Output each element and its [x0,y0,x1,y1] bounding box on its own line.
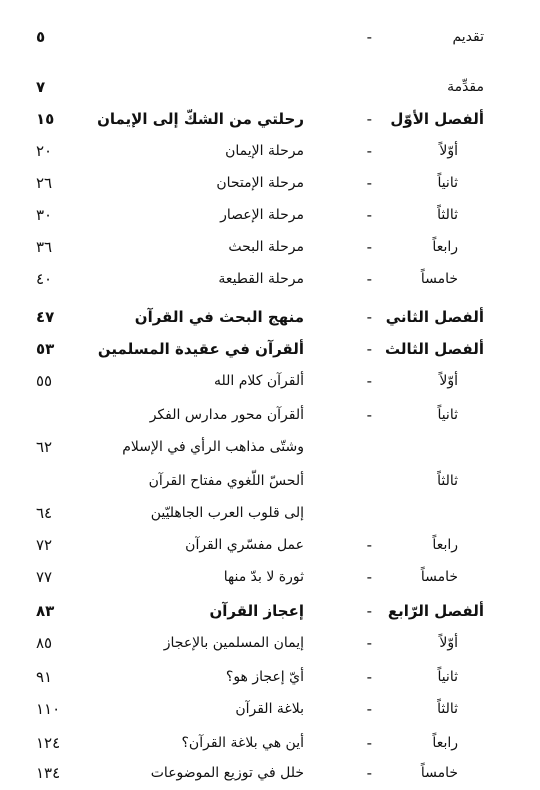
toc-label: رابعاً [432,537,458,553]
toc-dash: - [366,634,372,652]
toc-title: رحلتي من الشكّ إلى الإيمان [97,110,304,128]
toc-title-continued: وشتّى مذاهب الرأي في الإسلام [122,439,304,455]
toc-dash: - [366,406,372,424]
toc-page-number: ٧٧ [36,568,53,586]
toc-label: ثانياً [437,407,458,423]
toc-label: رابعاً [432,735,458,751]
toc-dash: - [366,174,372,192]
toc-dash: - [366,764,372,782]
toc-label: ألفصل الرّابع [387,602,484,620]
toc-label: تقديم [452,29,484,45]
toc-label: ثانياً [437,175,458,191]
toc-dash: - [366,568,372,586]
toc-page-number: ٣٠ [36,206,53,224]
toc-label: ثالثاً [437,473,458,489]
toc-row [0,400,540,430]
toc-page-number: ١١٠ [36,700,61,718]
toc-page-number: ٧ [36,78,46,96]
toc-title: ثورة لا بدّ منها [223,569,304,585]
toc-title: مرحلة الإعصار [220,207,304,223]
toc-row [0,104,540,134]
toc-dash: - [366,700,372,718]
toc-dash: - [366,28,372,46]
toc-row [0,168,540,198]
toc-row [0,562,540,592]
toc-row [0,200,540,230]
toc-row [0,662,540,692]
toc-page-number: ٨٣ [36,602,55,620]
toc-row [0,72,540,102]
toc-dash: - [366,734,372,752]
toc-row [0,498,540,528]
toc-dash: - [366,536,372,554]
toc-dash: - [366,372,372,390]
toc-row [0,334,540,364]
toc-label: ثانياً [437,669,458,685]
toc-title: خلل في توزيع الموضوعات [150,765,304,781]
toc-row [0,530,540,560]
toc-page-number: ٢٦ [36,174,53,192]
toc-label: خامساً [420,271,458,287]
toc-row [0,758,540,788]
toc-title: عمل مفسّري القرآن [185,537,304,553]
toc-label: ألفصل الأوّل [390,110,484,128]
toc-row [0,466,540,496]
toc-title: ألقرآن محور مدارس الفكر [149,407,304,423]
toc-page-number: ١٣٤ [36,764,61,782]
toc-row [0,728,540,758]
toc-title: مرحلة الإمتحان [216,175,304,191]
toc-page-number: ٥٥ [36,372,53,390]
toc-title: مرحلة البحث [228,239,304,255]
toc-row [0,136,540,166]
toc-page-number: ١٢٤ [36,734,61,752]
toc-row [0,432,540,462]
toc-dash: - [366,602,372,620]
toc-dash: - [366,668,372,686]
toc-title: مرحلة القطيعة [218,271,304,287]
toc-row [0,596,540,626]
toc-label: ألفصل الثاني [385,308,484,326]
toc-page-number: ٢٠ [36,142,53,160]
toc-title: إعجاز القرآن [209,602,304,620]
toc-row [0,22,540,52]
toc-page-number: ٩١ [36,668,53,686]
toc-row [0,264,540,294]
toc-title: ألقرآن كلام الله [213,373,304,389]
toc-row [0,366,540,396]
toc-page-number: ٥٣ [36,340,55,358]
toc-page-number: ٨٥ [36,634,53,652]
toc-label: خامساً [420,765,458,781]
toc-label: ثالثاً [437,207,458,223]
toc-title: ألحسّ اللّغوي مفتاح القرآن [148,473,304,489]
toc-label: رابعاً [432,239,458,255]
toc-title: مرحلة الإيمان [225,143,304,159]
toc-title: إيمان المسلمين بالإعجاز [163,635,304,651]
toc-label: أوّلاً [439,635,458,651]
toc-page-number: ٧٢ [36,536,53,554]
toc-label: خامساً [420,569,458,585]
toc-page-number: ١٥ [36,110,55,128]
toc-dash: - [366,238,372,256]
toc-label: أوّلاً [439,373,458,389]
toc-page-number: ٦٤ [36,504,53,522]
toc-title: بلاغة القرآن [235,701,304,717]
toc-title-continued: إلى قلوب العرب الجاهليّين [150,505,304,521]
toc-dash: - [366,206,372,224]
toc-page-number: ٥ [36,28,46,46]
toc-row [0,628,540,658]
toc-title: أيّ إعجاز هو؟ [225,669,304,685]
toc-label: ألفصل الثالث [384,340,484,358]
toc-title: ألقرآن في عقيدة المسلمين [97,340,304,358]
toc-page-number: ٦٢ [36,438,53,456]
toc-page-number: ٣٦ [36,238,53,256]
toc-dash: - [366,308,372,326]
toc-dash: - [366,340,372,358]
toc-label: ثالثاً [437,701,458,717]
toc-row [0,694,540,724]
toc-row [0,232,540,262]
toc-dash: - [366,270,372,288]
toc-page-number: ٤٠ [36,270,53,288]
toc-dash: - [366,110,372,128]
toc-dash: - [366,142,372,160]
toc-label: مقدِّمة [447,79,484,95]
toc-row [0,302,540,332]
toc-label: أوّلاً [439,143,458,159]
toc-page-number: ٤٧ [36,308,55,326]
toc-title: منهج البحث في القرآن [134,308,304,326]
toc-title: أين هي بلاغة القرآن؟ [181,735,304,751]
